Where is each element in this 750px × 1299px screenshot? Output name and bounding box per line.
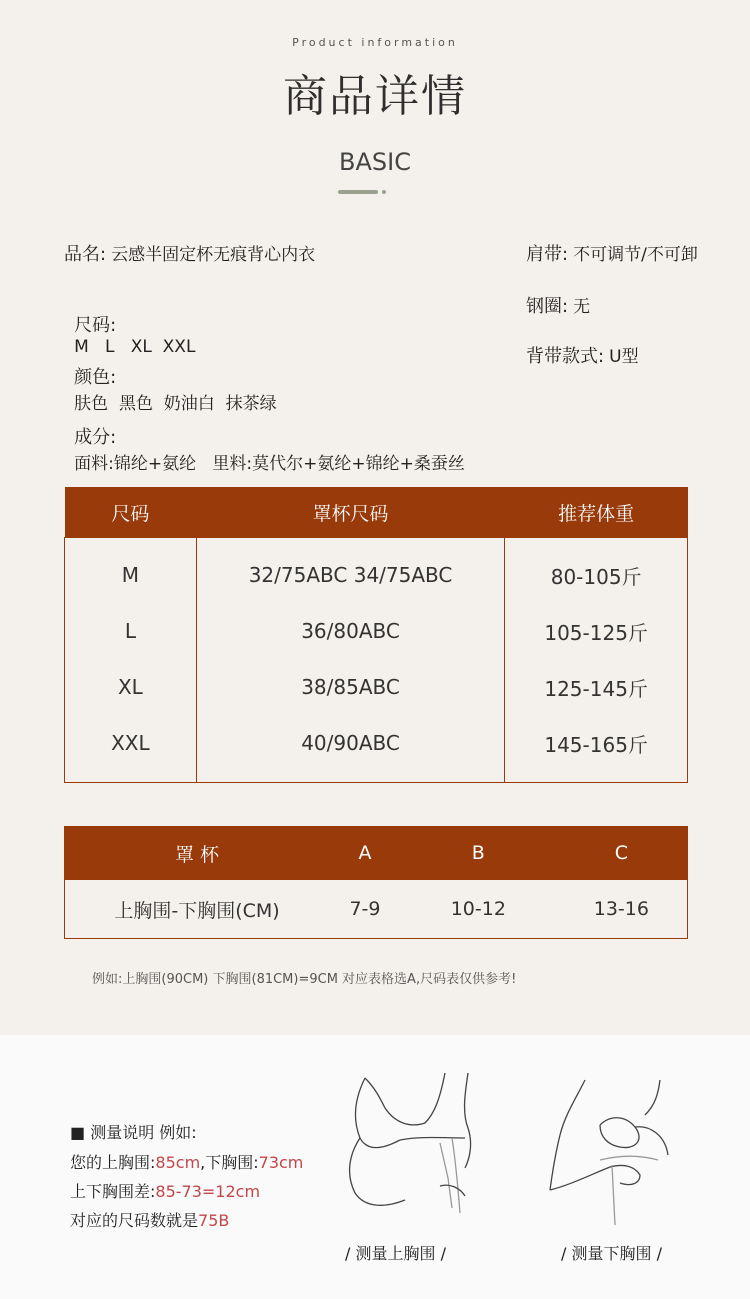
upper-bust-illustration bbox=[340, 1068, 490, 1228]
material-value: 面料:锦纶+氨纶 里料:莫代尔+氨纶+锦纶+桑蚕丝 bbox=[74, 454, 465, 474]
back-style-label: 背带款式: bbox=[526, 346, 605, 367]
cup-table-header: 罩 杯 bbox=[65, 827, 330, 880]
measure-line-3 bbox=[70, 1208, 229, 1231]
size-value: M L XL XXL bbox=[74, 337, 196, 357]
strap-row bbox=[526, 240, 698, 266]
size-table-header: 尺码 bbox=[65, 487, 197, 538]
cup-size-cell: 36/80ABC bbox=[196, 603, 505, 659]
cup-table-header: A bbox=[329, 827, 401, 880]
measure-text: 上下胸围差: bbox=[70, 1182, 156, 1201]
result-size-value: 75B bbox=[198, 1211, 230, 1230]
section-title: BASIC bbox=[339, 148, 411, 176]
table-row bbox=[65, 659, 688, 715]
measure-text: ,下胸围: bbox=[200, 1153, 259, 1172]
size-cell: XXL bbox=[65, 715, 197, 783]
measure-line-1 bbox=[70, 1150, 303, 1173]
under-bust-value: 73cm bbox=[258, 1153, 304, 1172]
measure-title: ■ 测量说明 例如: bbox=[70, 1123, 197, 1142]
cup-size-cell: 32/75ABC 34/75ABC bbox=[196, 538, 505, 604]
subtitle: Product information bbox=[292, 36, 458, 49]
upper-bust-value: 85cm bbox=[155, 1153, 201, 1172]
size-cell: L bbox=[65, 603, 197, 659]
measure-text: 您的上胸围: bbox=[70, 1153, 156, 1172]
strap-value: 不可调节/不可卸 bbox=[573, 245, 698, 265]
measure-text: 对应的尺码数就是 bbox=[70, 1211, 199, 1230]
table-row bbox=[65, 538, 688, 604]
wire-label: 钢圈: bbox=[526, 296, 569, 317]
size-cell: M bbox=[65, 538, 197, 604]
size-note: 例如:上胸围(90CM) 下胸围(81CM)=9CM 对应表格选A,尺码表仅供参考! bbox=[92, 972, 517, 987]
product-name-row bbox=[64, 240, 315, 266]
back-style-value: U型 bbox=[609, 347, 639, 367]
cup-cell: 13-16 bbox=[556, 880, 688, 939]
page-title: 商品详情 bbox=[283, 71, 467, 122]
cup-size-cell: 40/90ABC bbox=[196, 715, 505, 783]
weight-cell: 145-165斤 bbox=[544, 732, 648, 757]
product-name-label: 品名: bbox=[64, 244, 107, 265]
divider-bar bbox=[338, 190, 378, 194]
product-name-value: 云感半固定杯无痕背心内衣 bbox=[111, 245, 316, 265]
material-row bbox=[64, 404, 465, 474]
cup-table-header: B bbox=[401, 827, 556, 880]
upper-bust-caption: / 测量上胸围 / bbox=[345, 1244, 446, 1263]
weight-cell: 105-125斤 bbox=[544, 620, 648, 645]
cup-table bbox=[64, 826, 688, 939]
color-label: 颜色: bbox=[74, 367, 117, 388]
table-row bbox=[65, 715, 688, 783]
color-value: 肤色 黑色 奶油白 抹茶绿 bbox=[74, 394, 277, 414]
weight-cell: 125-145斤 bbox=[544, 676, 648, 701]
cup-cell: 10-12 bbox=[401, 880, 556, 939]
size-cell: XL bbox=[65, 659, 197, 715]
divider-dot bbox=[382, 190, 386, 194]
wire-value: 无 bbox=[573, 297, 591, 317]
under-bust-illustration bbox=[540, 1075, 680, 1230]
size-label: 尺码: bbox=[74, 315, 117, 336]
size-table bbox=[64, 487, 688, 783]
cup-row-label: 上胸围-下胸围(CM) bbox=[65, 880, 330, 939]
table-row bbox=[65, 880, 688, 939]
strap-label: 肩带: bbox=[526, 244, 569, 265]
difference-value: 85-73=12cm bbox=[155, 1182, 261, 1201]
cup-size-cell: 38/85ABC bbox=[196, 659, 505, 715]
size-table-header: 罩杯尺码 bbox=[196, 487, 505, 538]
weight-cell: 80-105斤 bbox=[550, 564, 642, 589]
cup-table-header: C bbox=[556, 827, 688, 880]
measure-line-2 bbox=[70, 1179, 260, 1202]
table-row bbox=[65, 603, 688, 659]
back-style-row bbox=[526, 342, 639, 368]
cup-cell: 7-9 bbox=[329, 880, 401, 939]
under-bust-caption: / 测量下胸围 / bbox=[561, 1244, 662, 1263]
material-label: 成分: bbox=[74, 427, 117, 448]
wire-row bbox=[526, 292, 590, 318]
size-table-header: 推荐体重 bbox=[505, 487, 688, 538]
